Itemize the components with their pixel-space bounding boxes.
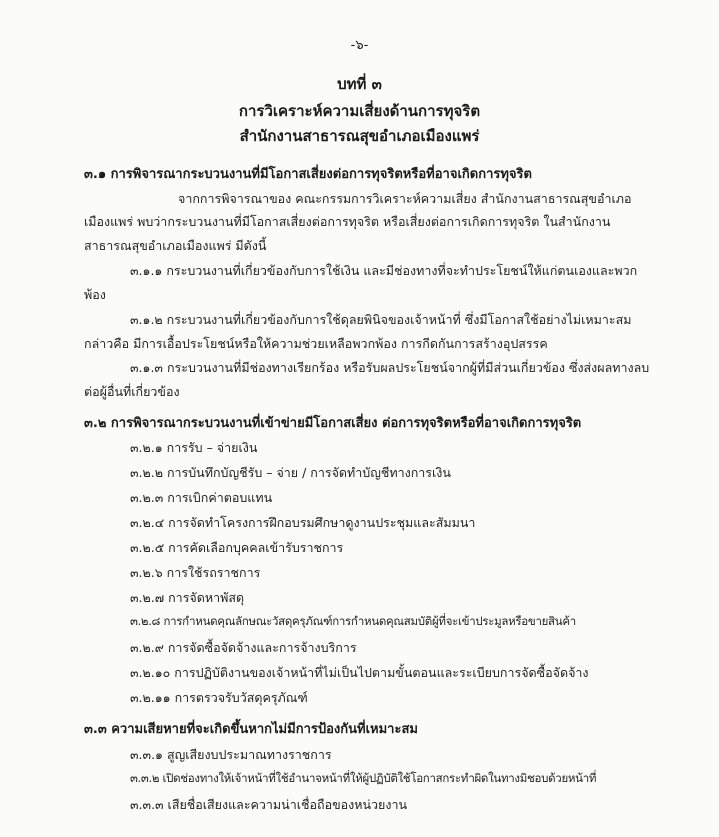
page-number: -๖- xyxy=(350,38,369,53)
list-item: ๓.๓.๑ สูญเสียงบประมาณทางราชการ xyxy=(130,747,332,762)
list-item: ๓.๒.๑๑ การตรวจรับวัสดุครุภัณฑ์ xyxy=(130,690,308,705)
list-item: ๓.๒.๙ การจัดซื้อจัดจ้างและการจ้างบริการ xyxy=(130,640,357,655)
list-item: ๓.๒.๒ การบันทึกบัญชีรับ – จ่าย / การจัดทำบัญชีทางการเงิน xyxy=(130,465,451,480)
paragraph-line: เมืองแพร่ พบว่ากระบวนงานที่มีโอกาสเสี่ยงต่อการทุจริต หรือเสี่ยงต่อการเกิดการทุจริต ในสำนักงาน xyxy=(84,214,611,229)
list-item: ๓.๓.๓ เสียชื่อเสียงและความน่าเชื่อถือของหน่วยงาน xyxy=(130,797,408,812)
list-item: ๓.๒.๔ การจัดทำโครงการฝึกอบรมศึกษาดูงานประชุมและสัมมนา xyxy=(130,515,476,530)
paragraph-line: สาธารณสุขอำเภอเมืองแพร่ มีดังนี้ xyxy=(84,238,267,253)
list-item: ๓.๒.๑๐ การปฏิบัติงานของเจ้าหน้าที่ไม่เป็นไปตามขั้นตอนและระเบียบการจัดซื้อจัดจ้าง xyxy=(130,665,589,680)
list-item: ๓.๑.๓ กระบวนงานที่มีช่องทางเรียกร้อง หรือรับผลประโยชน์จากผู้ที่มีส่วนเกี่ยวข้อง ซึ่งส่งผลทางลบ xyxy=(130,360,650,375)
section-heading-3-3: ๓.๓ ความเสียหายที่จะเกิดขึ้นหากไม่มีการป้องกันที่เหมาะสม xyxy=(84,722,418,737)
list-item-continuation: พ้อง xyxy=(84,287,106,302)
list-item-continuation: ต่อผู้อื่นที่เกี่ยวข้อง xyxy=(84,384,180,399)
section-heading-3-2: ๓.๒ การพิจารณากระบวนงานที่เข้าข่ายมีโอกาสเสี่ยง ต่อการทุจริตหรือที่อาจเกิดการทุจริต xyxy=(84,416,582,431)
list-item: ๓.๒.๖ การใช้รถราชการ xyxy=(130,565,261,580)
list-item: ๓.๑.๒ กระบวนงานที่เกี่ยวข้องกับการใช้ดุลยพินิจของเจ้าหน้าที่ ซึ่งมีโอกาสใช้อย่างไม่เหมาะสม xyxy=(130,312,632,327)
paragraph-line: จากการพิจารณาของ คณะกรรมการวิเคราะห์ความเสี่ยง สำนักงานสาธารณสุขอำเภอ xyxy=(178,191,632,206)
list-item: ๓.๓.๒ เปิดช่องทางให้เจ้าหน้าที่ใช้อำนาจหน้าที่ให้ผู้ปฏิบัติใช้โอกาสกระทำผิดในทางมิชอบด้วยหน้าที่ xyxy=(130,771,597,785)
organization-name: สำนักงานสาธารณสุขอำเภอเมืองแพร่ xyxy=(239,127,480,145)
list-item: ๓.๒.๗ การจัดหาพัสดุ xyxy=(130,590,245,605)
chapter-heading: บทที่ ๓ xyxy=(337,75,382,93)
list-item: ๓.๒.๓ การเบิกค่าตอบแทน xyxy=(130,490,273,505)
list-item: ๓.๑.๑ กระบวนงานที่เกี่ยวข้องกับการใช้เงิน และมีช่องทางที่จะทำประโยชน์ให้แก่ตนเองและพวก xyxy=(130,263,638,278)
document-title: การวิเคราะห์ความเสี่ยงด้านการทุจริต xyxy=(238,102,481,120)
section-heading-3-1: ๓.๑ การพิจารณากระบวนงานที่มีโอกาสเสี่ยงต่อการทุจริตหรือที่อาจเกิดการทุจริต xyxy=(84,167,532,182)
list-item: ๓.๒.๘ การกำหนดคุณลักษณะวัสดุครุภัณฑ์การกำหนดคุณสมบัติผู้ที่จะเข้าประมูลหรือขายสินค้า xyxy=(130,614,576,628)
list-item: ๓.๒.๑ การรับ – จ่ายเงิน xyxy=(130,440,258,455)
list-item-continuation: กล่าวคือ มีการเอื้อประโยชน์หรือให้ความช่วยเหลือพวกพ้อง การกีดกันการสร้างอุปสรรค xyxy=(84,336,548,351)
list-item: ๓.๒.๕ การคัดเลือกบุคคลเข้ารับราชการ xyxy=(130,540,344,555)
